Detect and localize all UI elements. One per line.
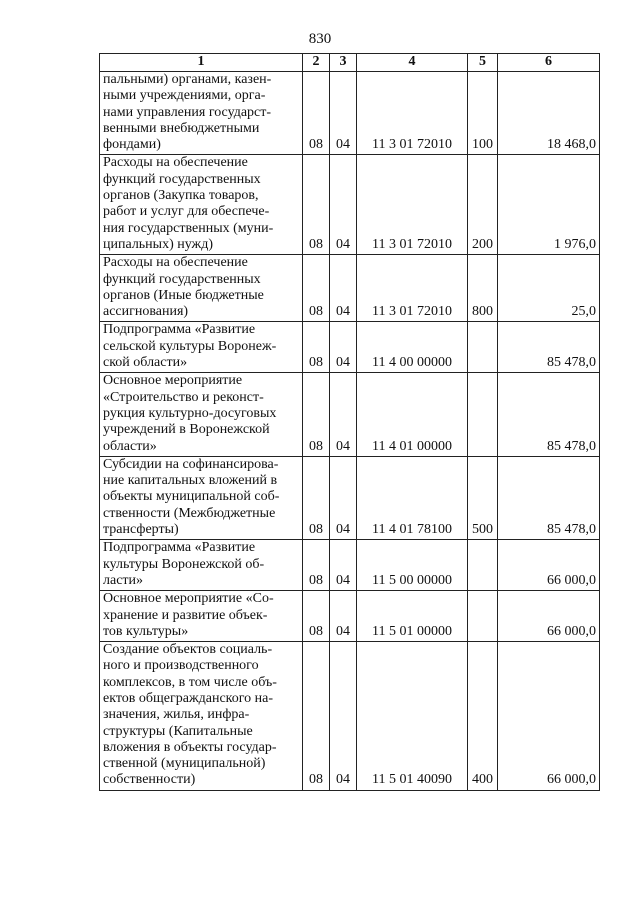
row-target-article: 11 3 01 72010 <box>357 155 468 255</box>
row-expense-type <box>468 540 498 591</box>
row-section: 08 <box>303 373 330 456</box>
row-subsection: 04 <box>330 540 357 591</box>
row-expense-type: 100 <box>468 72 498 155</box>
row-section: 08 <box>303 642 330 791</box>
row-name: Расходы на обеспечение функций государственных органов (Иные бюджетные ассигнования) <box>100 255 303 322</box>
row-subsection: 04 <box>330 72 357 155</box>
row-subsection: 04 <box>330 642 357 791</box>
row-name: Подпрограмма «Развитие сельской культуры Воронеж- ской области» <box>100 322 303 373</box>
row-subsection: 04 <box>330 155 357 255</box>
header-col-3: 3 <box>330 54 357 72</box>
row-subsection: 04 <box>330 255 357 322</box>
row-target-article: 11 3 01 72010 <box>357 72 468 155</box>
row-expense-type: 500 <box>468 456 498 539</box>
row-expense-type <box>468 591 498 642</box>
table-row <box>100 456 600 539</box>
header-col-5: 5 <box>468 54 498 72</box>
row-name: Основное мероприятие «Со- хранение и развитие объек- тов культуры» <box>100 591 303 642</box>
row-expense-type <box>468 322 498 373</box>
row-subsection: 04 <box>330 373 357 456</box>
table-row <box>100 155 600 255</box>
row-section: 08 <box>303 155 330 255</box>
row-name: Создание объектов социаль- ного и производственного комплексов, в том числе объ- ектов общегражданского на- значения, жилья, инфра- структуры (Капитальные вложения в объекты государ- ственной (муниципальной) собственности) <box>100 642 303 791</box>
row-target-article: 11 5 01 00000 <box>357 591 468 642</box>
header-col-6: 6 <box>498 54 600 72</box>
page-number: 830 <box>308 31 332 47</box>
table-row <box>100 540 600 591</box>
row-section: 08 <box>303 255 330 322</box>
table-row <box>100 642 600 791</box>
table-row <box>100 591 600 642</box>
row-amount: 85 478,0 <box>498 373 600 456</box>
row-section: 08 <box>303 456 330 539</box>
row-target-article: 11 4 00 00000 <box>357 322 468 373</box>
row-expense-type <box>468 373 498 456</box>
table-header-row <box>100 54 600 72</box>
budget-table <box>99 53 600 791</box>
row-section: 08 <box>303 591 330 642</box>
row-amount: 66 000,0 <box>498 642 600 791</box>
row-name: Субсидии на софинансирова- ние капитальных вложений в объекты муниципальной соб- ственности (Межбюджетные трансферты) <box>100 456 303 539</box>
table-row <box>100 322 600 373</box>
row-section: 08 <box>303 322 330 373</box>
row-name: Расходы на обеспечение функций государственных органов (Закупка товаров, работ и услуг для обеспече- ния государственных (муни- ципальных) нужд) <box>100 155 303 255</box>
header-col-4: 4 <box>357 54 468 72</box>
row-amount: 85 478,0 <box>498 456 600 539</box>
row-amount: 1 976,0 <box>498 155 600 255</box>
row-target-article: 11 5 00 00000 <box>357 540 468 591</box>
row-section: 08 <box>303 72 330 155</box>
header-col-2: 2 <box>303 54 330 72</box>
row-amount: 18 468,0 <box>498 72 600 155</box>
row-amount: 66 000,0 <box>498 540 600 591</box>
row-amount: 85 478,0 <box>498 322 600 373</box>
row-name: Подпрограмма «Развитие культуры Воронежской об- ласти» <box>100 540 303 591</box>
row-amount: 66 000,0 <box>498 591 600 642</box>
row-expense-type: 200 <box>468 155 498 255</box>
header-col-1: 1 <box>100 54 303 72</box>
row-target-article: 11 3 01 72010 <box>357 255 468 322</box>
row-section: 08 <box>303 540 330 591</box>
table-row <box>100 373 600 456</box>
row-target-article: 11 4 01 78100 <box>357 456 468 539</box>
table-row <box>100 255 600 322</box>
row-subsection: 04 <box>330 322 357 373</box>
row-subsection: 04 <box>330 591 357 642</box>
table-row <box>100 72 600 155</box>
row-expense-type: 800 <box>468 255 498 322</box>
row-name: Основное мероприятие «Строительство и реконст- рукция культурно-досуговых учреждений в Воронежской области» <box>100 373 303 456</box>
row-amount: 25,0 <box>498 255 600 322</box>
row-target-article: 11 4 01 00000 <box>357 373 468 456</box>
row-name: пальными) органами, казен- ными учреждениями, орга- нами управления государст- венными внебюджетными фондами) <box>100 72 303 155</box>
row-expense-type: 400 <box>468 642 498 791</box>
row-subsection: 04 <box>330 456 357 539</box>
row-target-article: 11 5 01 40090 <box>357 642 468 791</box>
